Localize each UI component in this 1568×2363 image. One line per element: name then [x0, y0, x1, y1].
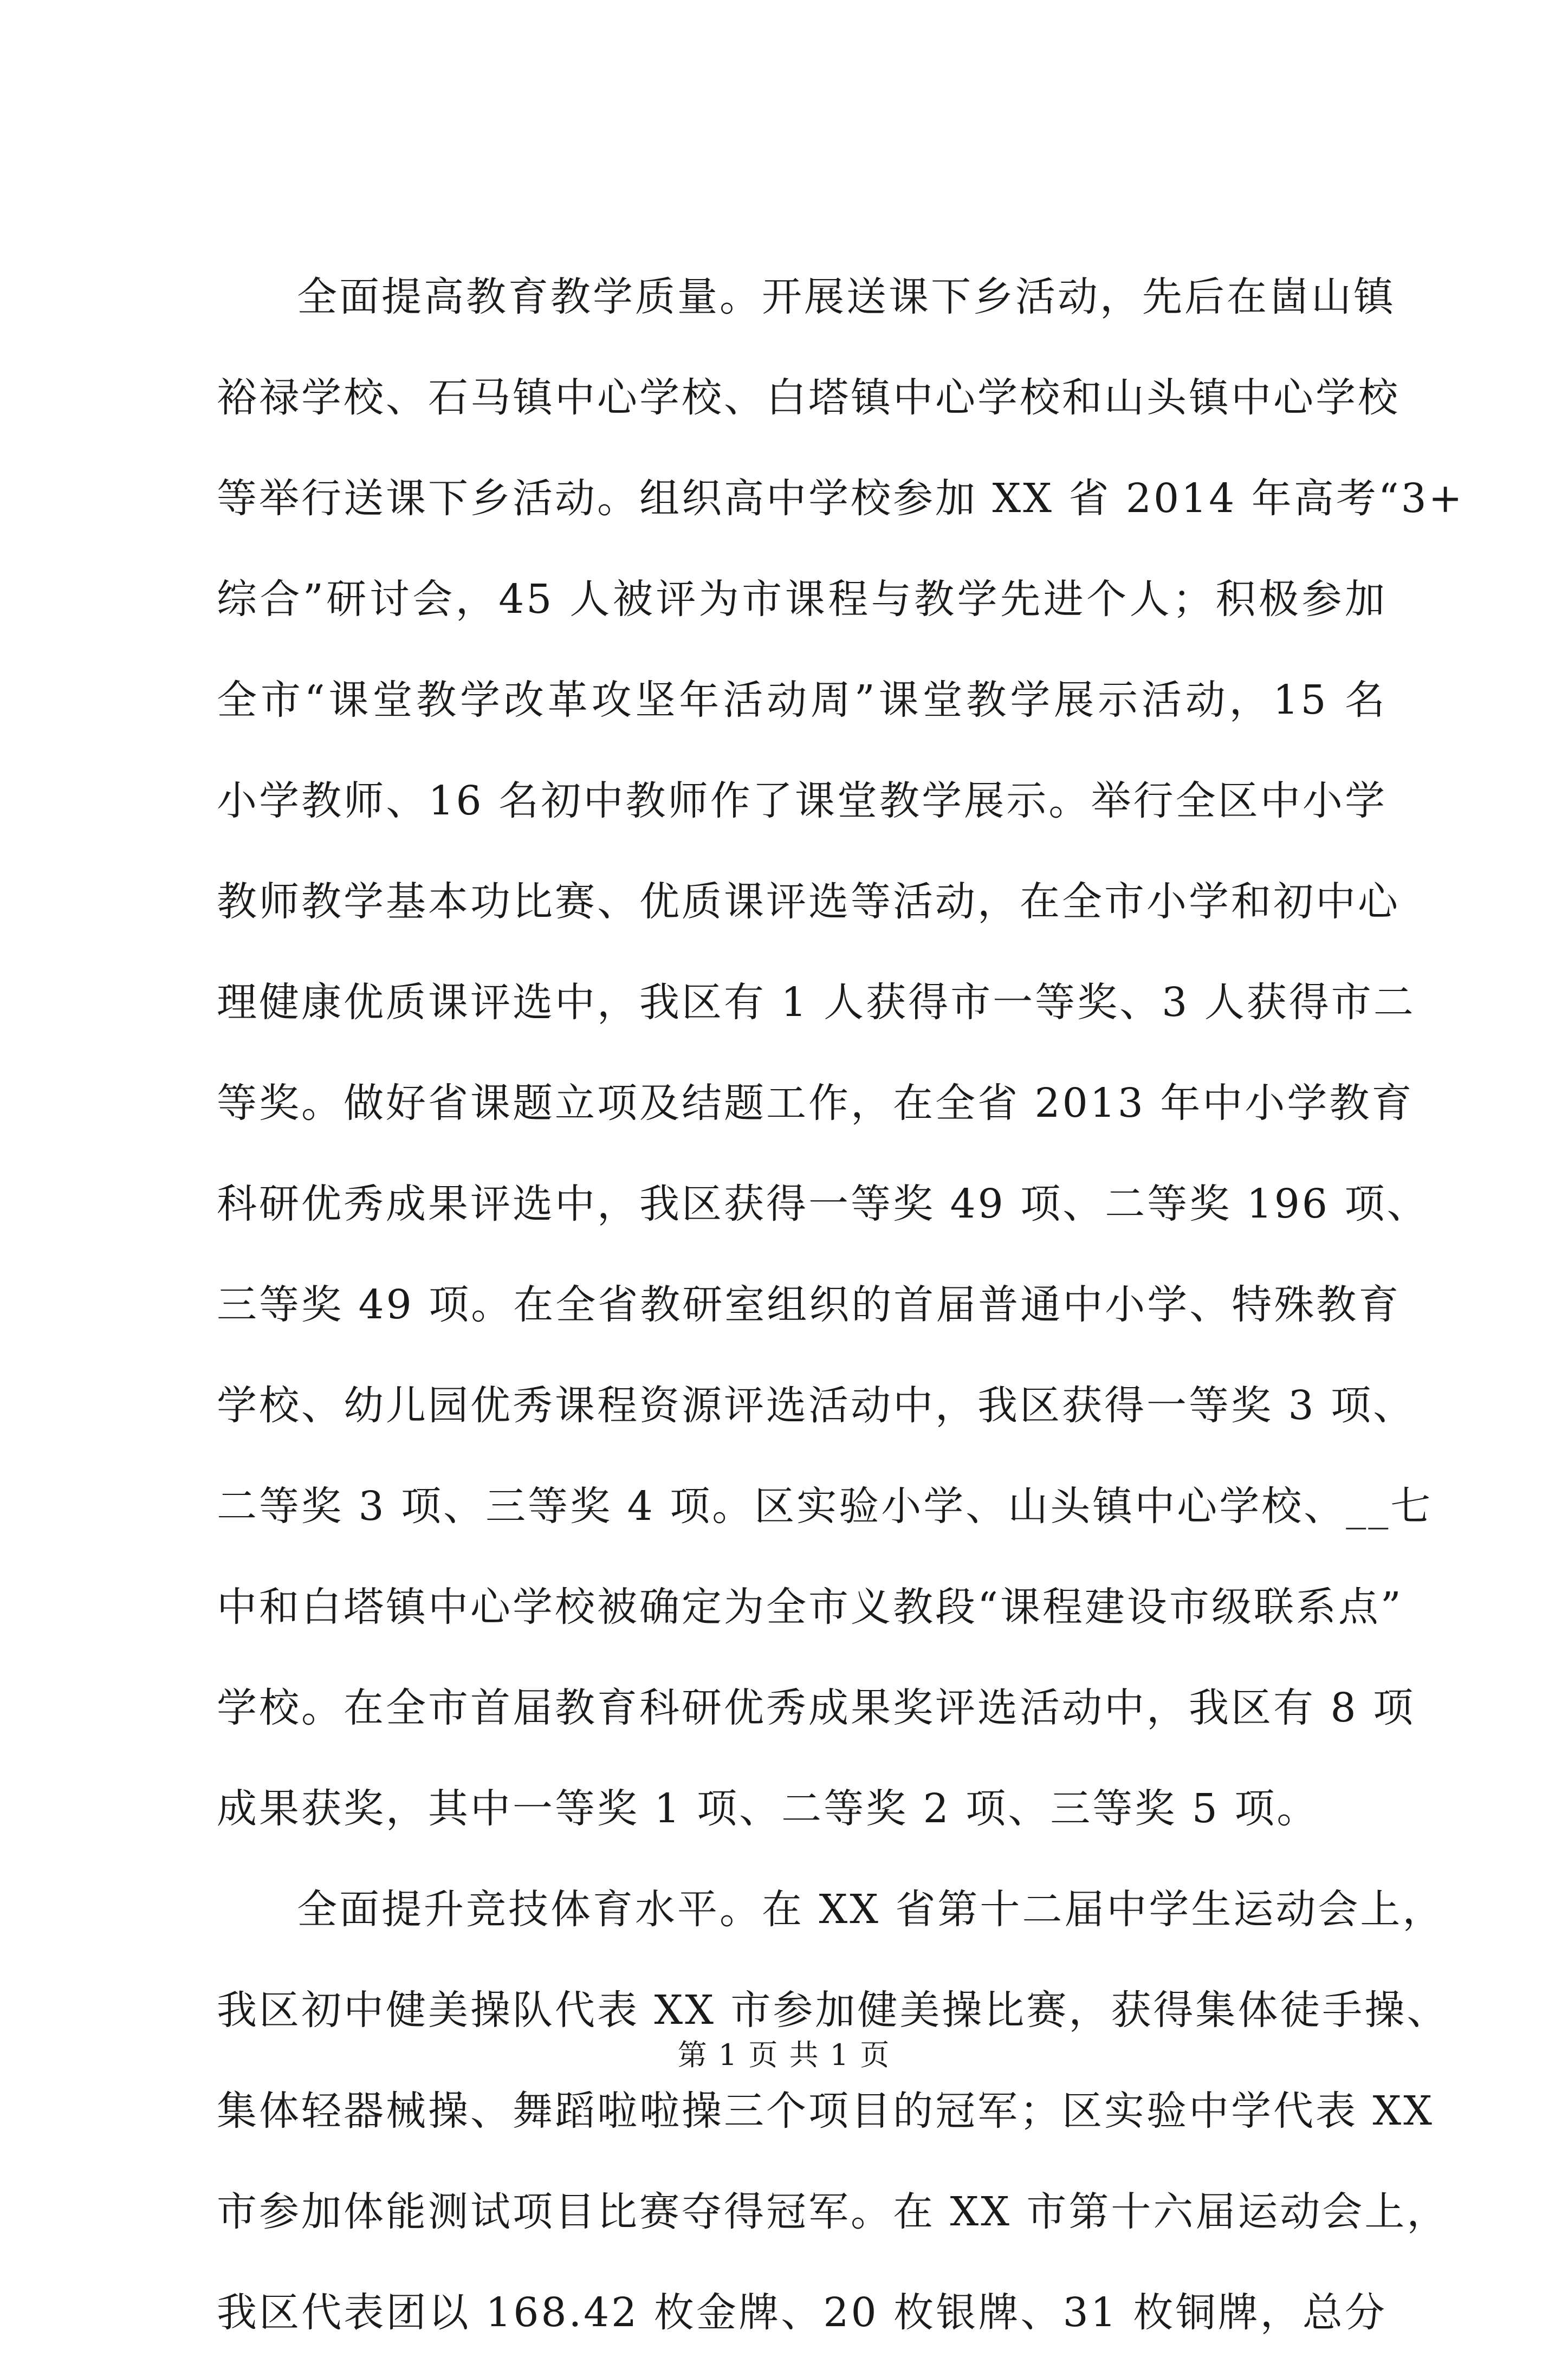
paragraph-line: 学校。在全市首届教育科研优秀成果奖评选活动中，我区有 8 项	[217, 1685, 1416, 1731]
paragraph-line: 全面提高教育教学质量。开展送课下乡活动，先后在崮山镇	[297, 274, 1396, 320]
paragraph-line: 等举行送课下乡活动。组织高中学校参加 XX 省 2014 年高考“3+	[217, 475, 1465, 522]
paragraph-line: 等奖。做好省课题立项及结题工作，在全省 2013 年中小学教育	[217, 1080, 1414, 1127]
paragraph-line: 全市“课堂教学改革攻坚年活动周”课堂教学展示活动，15 名	[217, 677, 1387, 723]
paragraph-line: 教师教学基本功比赛、优质课评选等活动，在全市小学和初中心	[217, 878, 1400, 925]
paragraph-line: 市参加体能测试项目比赛夺得冠军。在 XX 市第十六届运动会上，	[217, 2189, 1449, 2235]
paragraph-line: 科研优秀成果评选中，我区获得一等奖 49 项、二等奖 196 项、	[217, 1181, 1429, 1227]
paragraph-line: 小学教师、16 名初中教师作了课堂教学展示。举行全区中小学	[217, 778, 1387, 824]
paragraph-line: 三等奖 49 项。在全省教研室组织的首届普通中小学、特殊教育	[217, 1281, 1401, 1328]
paragraph-line: 集体轻器械操、舞蹈啦啦操三个项目的冠军；区实验中学代表 XX	[217, 2088, 1434, 2134]
paragraph-line: 我区初中健美操队代表 XX 市参加健美操比赛，获得集体徒手操、	[217, 1987, 1449, 2034]
paragraph-line: 二等奖 3 项、三等奖 4 项。区实验小学、山头镇中心学校、__七	[217, 1483, 1433, 1530]
paragraph-line: 学校、幼儿园优秀课程资源评选活动中，我区获得一等奖 3 项、	[217, 1382, 1416, 1429]
paragraph-line: 理健康优质课评选中，我区有 1 人获得市一等奖、3 人获得市二	[217, 979, 1416, 1026]
paragraph-line: 我区代表团以 168.42 枚金牌、20 枚银牌、31 枚铜牌，总分	[217, 2289, 1387, 2336]
paragraph-line: 成果获奖，其中一等奖 1 项、二等奖 2 项、三等奖 5 项。	[217, 1785, 1319, 1832]
page-number-footer: 第 1 页 共 1 页	[677, 2038, 891, 2072]
paragraph-line: 中和白塔镇中心学校被确定为全市义教段“课程建设市级联系点”	[217, 1584, 1403, 1630]
paragraph-line: 全面提升竞技体育水平。在 XX 省第十二届中学生运动会上，	[297, 1886, 1445, 1933]
paragraph-line: 裕禄学校、石马镇中心学校、白塔镇中心学校和山头镇中心学校	[217, 374, 1400, 421]
paragraph-line: 综合”研讨会，45 人被评为市课程与教学先进个人；积极参加	[217, 576, 1387, 623]
